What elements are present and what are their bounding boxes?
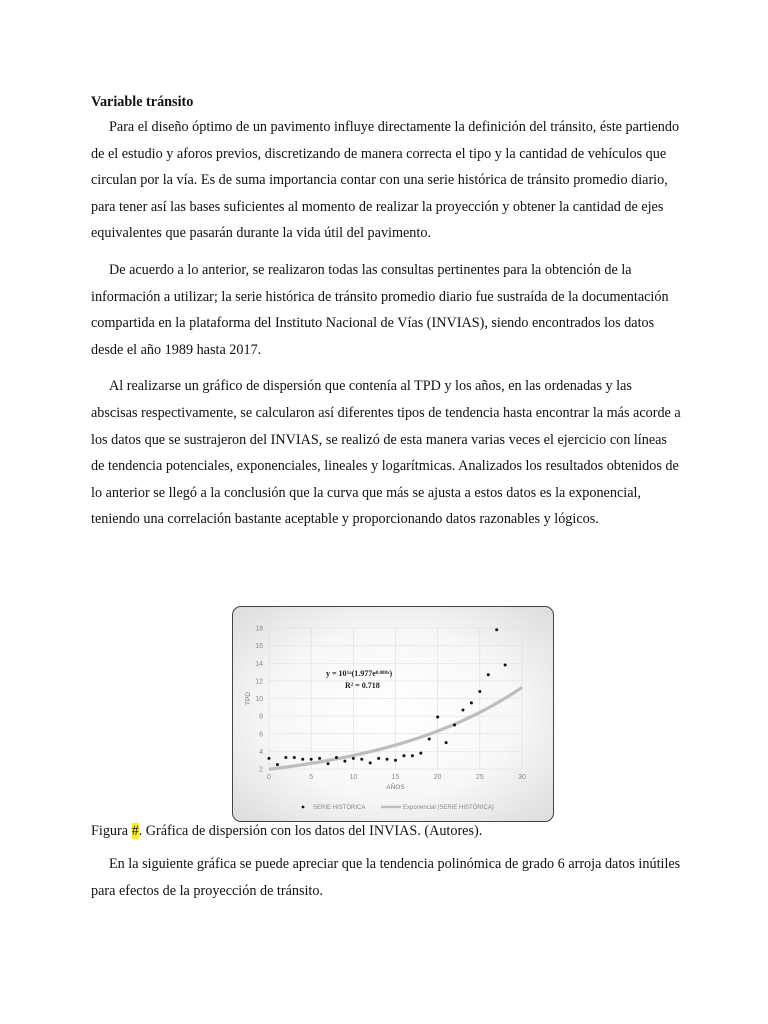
data-point — [419, 752, 422, 755]
data-point — [276, 763, 279, 766]
y-tick-label: 4 — [259, 748, 263, 756]
data-point — [318, 757, 321, 760]
y-tick-label: 6 — [259, 731, 263, 739]
data-point — [377, 757, 380, 760]
data-point — [343, 760, 346, 763]
legend-label-trend: Exponencial (SERIE HISTÓRICA) — [403, 805, 494, 811]
section-heading: Variable tránsito — [91, 94, 194, 110]
paragraph-3: Al realizarse un gráfico de dispersión que contenía al TPD y los años, en las ordenadas y las abscisas respectivamente, se calcularon así diferentes tipos de tendencia hasta encontrar la más acorde a los datos que se sustrajeron del INVIAS, se realizó de esta manera varias veces el ejercicio con líneas de tendencia potenciales, exponenciales, lineales y logarítmicas. Analizados los resultados obtenidos de lo anterior se llegó a la conclusión que la curva que más se ajusta a estos datos es la exponencial, teniendo una correlación bastante aceptable y proporcionando datos razonables y lógicos. — [91, 378, 681, 528]
document-body — [91, 90, 681, 543]
data-point — [436, 716, 439, 719]
data-point — [445, 741, 448, 744]
data-point — [327, 762, 330, 765]
x-axis-label: AÑOS — [386, 784, 405, 791]
y-tick-label: 10 — [255, 696, 263, 703]
caption-marker: # — [131, 823, 139, 839]
r-squared-label: R² = 0.718 — [345, 681, 380, 690]
y-tick-label: 14 — [255, 660, 263, 668]
data-point — [360, 758, 363, 761]
paragraph-4: En la siguiente gráfica se puede apreciar que la tendencia polinómica de grado 6 arroja datos inútiles para efectos de la proyección de tránsito. — [91, 856, 681, 899]
x-tick-label: 30 — [518, 774, 526, 781]
data-point — [301, 758, 304, 761]
data-point — [504, 664, 507, 667]
trend-equation: $y = 10^{1a}(1.977e^{0.088x})$ — [326, 669, 393, 678]
data-point — [411, 754, 414, 757]
x-tick-label: 5 — [309, 774, 314, 781]
data-point — [335, 756, 338, 759]
x-tick-label: 10 — [349, 774, 358, 781]
data-point — [310, 758, 313, 761]
data-point — [284, 756, 287, 759]
legend-marker-series — [302, 806, 305, 809]
x-tick-label: 15 — [391, 774, 400, 781]
y-axis-label: TPD — [245, 692, 252, 705]
caption-prefix: Figura — [91, 823, 132, 839]
data-point — [268, 757, 271, 760]
x-tick-label: 20 — [433, 774, 442, 781]
y-tick-label: 2 — [259, 766, 263, 774]
x-tick-label: 0 — [267, 774, 271, 781]
after-caption-paragraph — [91, 851, 681, 904]
figure-caption — [91, 818, 691, 844]
data-point — [487, 673, 490, 676]
data-point — [402, 754, 405, 757]
data-point — [495, 628, 498, 631]
data-point — [470, 701, 473, 704]
caption-text: . Gráfica de dispersión con los datos del INVIAS. (Autores). — [138, 823, 483, 839]
data-point — [428, 738, 431, 741]
data-point — [293, 756, 296, 759]
y-tick-label: 16 — [255, 643, 263, 651]
y-tick-label: 12 — [255, 678, 263, 686]
y-tick-label: 18 — [255, 625, 263, 633]
data-point — [461, 708, 464, 711]
chart-svg — [233, 607, 553, 821]
y-tick-label: 8 — [259, 713, 263, 721]
data-point — [394, 759, 397, 762]
paragraph-1: Para el diseño óptimo de un pavimento influye directamente la definición del tránsito, éste partiendo de el estudio y aforos previos, discretizando de manera correcta el tipo y la cantidad de vehículos que circulan por la vía. Es de suma importancia contar con una serie histórica de tránsito promedio diario, para tener así las bases suficientes al momento de realizar la proyección y obtener la cantidad de ejes equivalentes que pasarán durante la vida útil del pavimento. — [91, 119, 680, 242]
paragraph-2: De acuerdo a lo anterior, se realizaron todas las consultas pertinentes para la obtención de la información a utilizar; la serie histórica de tránsito promedio diario fue sustraída de la documentación compartida en la plataforma del Instituto Nacional de Vías (INVIAS), siendo encontrados los datos desde el año 1989 hasta 2017. — [91, 261, 669, 358]
x-tick-label: 25 — [475, 774, 484, 781]
data-point — [453, 723, 456, 726]
data-point — [478, 690, 481, 693]
data-point — [352, 757, 355, 760]
legend-label-series: SERIE HISTÓRICA — [313, 805, 366, 811]
scatter-chart — [232, 606, 554, 822]
data-point — [369, 761, 372, 764]
data-point — [386, 758, 389, 761]
